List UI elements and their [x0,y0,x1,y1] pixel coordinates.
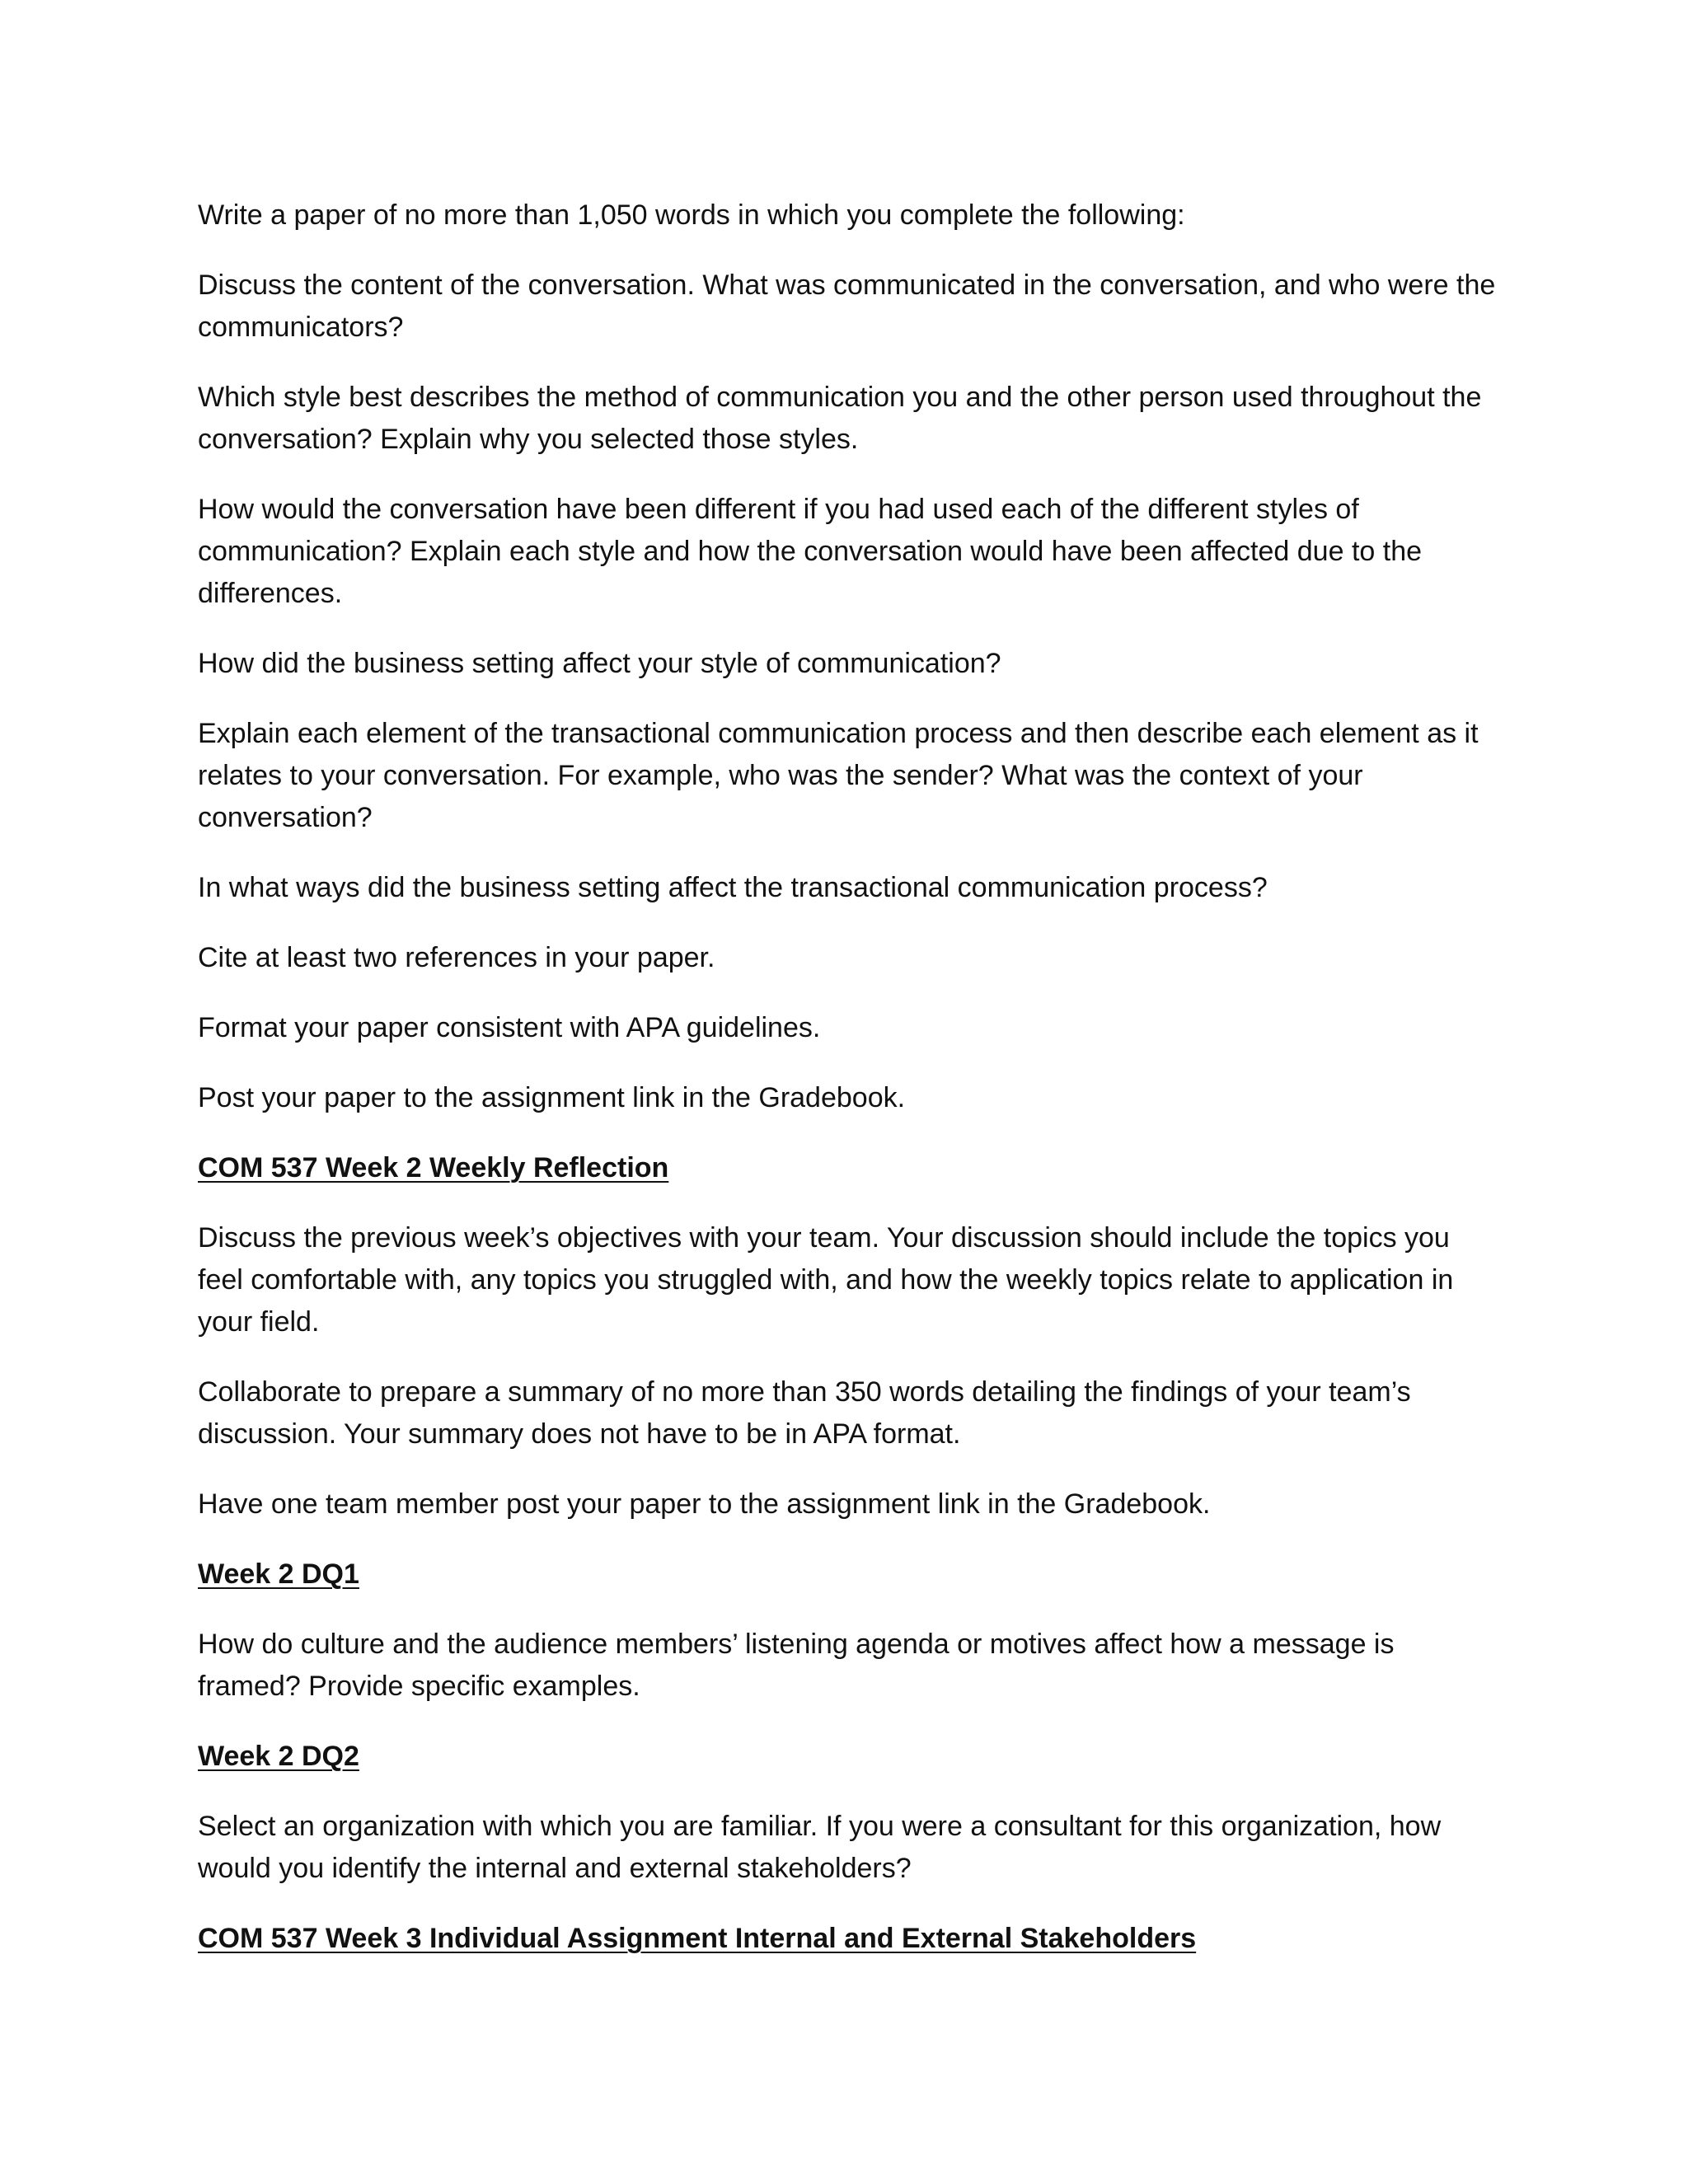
paragraph-transactional-process: Explain each element of the transactional communication process and then describe each element as it relates to your conversation. For example, who was the sender? What was the context of your conversation? [198,718,1479,833]
paragraph-post: Post your paper to the assignment link in the Gradebook. [198,1082,906,1113]
paragraph-apa: Format your paper consistent with APA guidelines. [198,1012,821,1043]
paragraph-references: Cite at least two references in your paper. [198,942,715,973]
paragraph-collaborate: Collaborate to prepare a summary of no more than 350 words detailing the findings of your team’s discussion. Your summary does not have to be in APA format. [198,1376,1411,1450]
paragraph-content: Discuss the content of the conversation. What was communicated in the conversation, and who were the communicators? [198,269,1496,343]
heading-week3-assignment: COM 537 Week 3 Individual Assignment Internal and External Stakeholders [198,1923,1197,1954]
heading-dq2: Week 2 DQ2 [198,1741,359,1772]
paragraph-dq2: Select an organization with which you are familiar. If you were a consultant for this organization, how would you identify the internal and external stakeholders? [198,1811,1442,1884]
document-page [198,194,1500,1988]
paragraph-different-styles: How would the conversation have been different if you had used each of the different styles of communication? Explain each style and how the conversation would have been affected due to the differences. [198,494,1423,609]
heading-weekly-reflection: COM 537 Week 2 Weekly Reflection [198,1152,669,1183]
paragraph-dq1: How do culture and the audience members’ listening agenda or motives affect how a message is framed? Provide specific examples. [198,1629,1395,1702]
paragraph-objectives: Discuss the previous week’s objectives with your team. Your discussion should include the topics you feel comfortable with, any topics you struggled with, and how the weekly topics relate to application in your field. [198,1222,1454,1338]
paragraph-business-setting-process: In what ways did the business setting affect the transactional communication process? [198,872,1268,903]
paragraph-style: Which style best describes the method of communication you and the other person used throughout the conversation? Explain why you selected those styles. [198,382,1482,455]
paragraph-business-setting: How did the business setting affect your style of communication? [198,648,1001,679]
paragraph-intro: Write a paper of no more than 1,050 words in which you complete the following: [198,199,1185,231]
paragraph-team-post: Have one team member post your paper to the assignment link in the Gradebook. [198,1488,1211,1520]
heading-dq1: Week 2 DQ1 [198,1558,359,1590]
